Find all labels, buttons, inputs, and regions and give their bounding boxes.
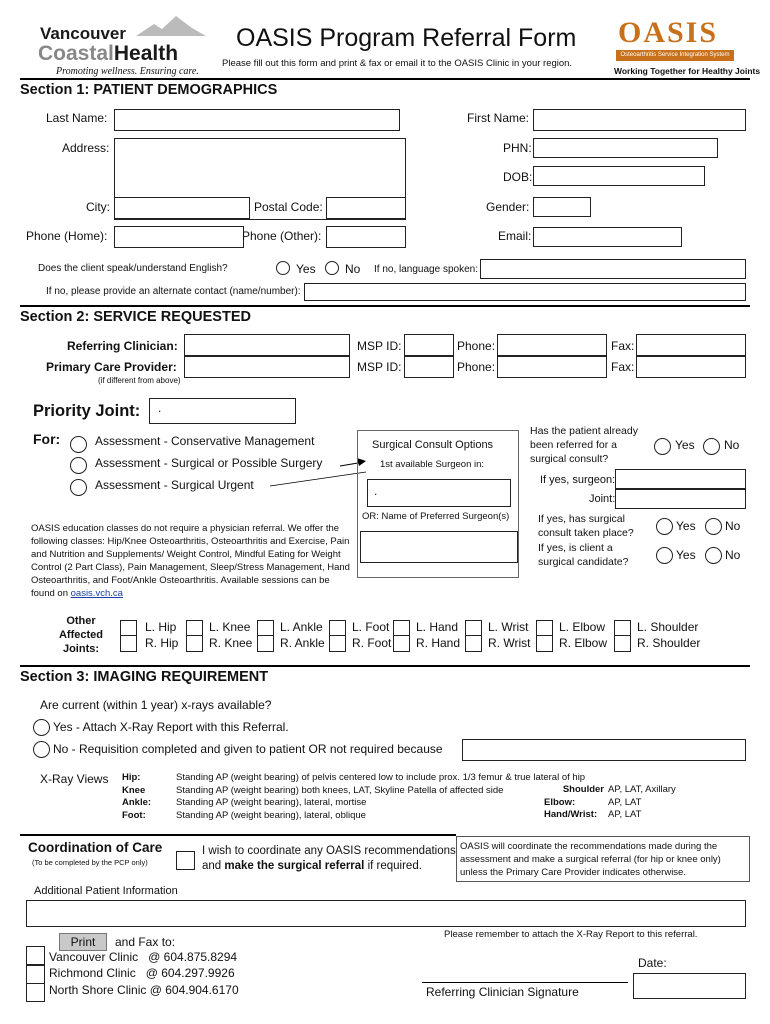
consult-question: If yes, has surgical consult taken place? <box>538 513 634 539</box>
joint-label-r-shoulder: R. Shoulder <box>637 636 701 650</box>
logo-coastal: Coastal <box>38 42 114 65</box>
view-key: Foot: <box>122 809 146 821</box>
consult-yes-label: Yes <box>676 519 696 533</box>
last-name-label: Last Name: <box>46 111 108 125</box>
view-value: Standing AP (weight bearing) both knees, LAT, Skyline Patella of affected side <box>176 784 504 796</box>
additional-input[interactable] <box>26 900 746 927</box>
view-value: Standing AP (weight bearing), lateral, mortise <box>176 797 367 809</box>
language-label: If no, language spoken: <box>374 264 478 275</box>
referring-fax-label: Fax: <box>611 339 635 353</box>
coordination-title: Coordination of Care <box>28 840 163 855</box>
oasis-banner: Osteoarthritis Service Integration System <box>616 50 734 61</box>
view-row <box>122 772 585 785</box>
english-question: Does the client speak/understand English? <box>38 263 228 274</box>
view-key: Ankle: <box>122 797 152 809</box>
for-label: For: <box>33 431 61 447</box>
dob-label: DOB: <box>503 170 533 184</box>
joint-checkbox-r-wrist[interactable] <box>465 635 482 652</box>
referred-yes-label: Yes <box>675 438 695 452</box>
consult-surgeon-value: . <box>374 484 378 498</box>
clinic-label-richmond: Richmond Clinic @ 604.297.9926 <box>49 966 235 980</box>
xray-no-radio[interactable] <box>33 741 50 758</box>
section3-title: Section 3: IMAGING REQUIREMENT <box>20 665 750 689</box>
signature-label: Referring Clinician Signature <box>426 985 579 999</box>
wish-line1: I wish to coordinate any OASIS recommendations <box>202 845 456 857</box>
view-value: Standing AP (weight bearing), lateral, oblique <box>176 809 366 821</box>
view-value: AP, LAT <box>608 809 642 821</box>
xray-views-label: X-Ray Views <box>40 772 109 786</box>
coordination-wish <box>202 844 456 874</box>
coordination-note: (To be completed by the PCP only) <box>32 858 148 867</box>
xray-reason-input[interactable] <box>462 739 746 761</box>
page-title: OASIS Program Referral Form <box>236 24 577 52</box>
view-key: Elbow: <box>544 796 576 808</box>
date-input[interactable] <box>633 973 746 999</box>
referring-phone-label: Phone: <box>457 339 496 353</box>
joint-label-l-knee: L. Knee <box>209 620 251 634</box>
joint-checkbox-r-elbow[interactable] <box>536 635 553 652</box>
view-value: AP, LAT <box>608 796 642 808</box>
view-row <box>122 785 585 798</box>
signature-line <box>422 982 628 983</box>
english-no-label: No <box>345 262 361 276</box>
section1-title: Section 1: PATIENT DEMOGRAPHICS <box>20 78 750 102</box>
date-label: Date: <box>638 956 667 970</box>
joint-label-l-hip: L. Hip <box>145 620 177 634</box>
view-row <box>544 784 676 797</box>
for-option-2-label: Assessment - Surgical or Possible Surgery <box>95 456 323 470</box>
print-button[interactable] <box>59 933 107 951</box>
joint-label-l-shoulder: L. Shoulder <box>637 620 699 634</box>
email-label: Email: <box>498 229 532 243</box>
joint-label-l-ankle: L. Ankle <box>280 620 323 634</box>
oasis-will-panel <box>456 836 750 882</box>
primary-msp-label: MSP ID: <box>357 360 402 374</box>
joint-label-r-hand: R. Hand <box>416 636 461 650</box>
additional-label: Additional Patient Information <box>34 885 178 897</box>
surgeon-label: If yes, surgeon: <box>540 474 616 486</box>
joint-label: Joint: <box>589 493 616 505</box>
joint-label-r-foot: R. Foot <box>352 636 392 650</box>
view-row <box>122 797 585 810</box>
xray-no-label: No - Requisition completed and given to patient OR not required because <box>53 742 443 756</box>
view-row <box>544 797 676 810</box>
for-option-1-label: Assessment - Conservative Management <box>95 434 315 448</box>
oasis-will-text: OASIS will coordinate the recommendations made during the assessment and make a surgical referral (for hip or knee only) unless the Primary Care Provider indicates otherwise. <box>460 841 721 878</box>
joint-label-r-hip: R. Hip <box>145 636 179 650</box>
phone-other-label: Phone (Other): <box>242 229 322 243</box>
education-text: OASIS education classes do not require a physician referral. We offer the following classes: Hip/Knee Osteoarthritis, Osteoarthritis and Exercise, Pain and Nutrition and Supplements/ Weight Control, Mindful Eating for Weight Control (2 Part Class), Pain Management, Sleep/Stress Management, Hand Osteoarthritis, and Foot/Ankle Osteoarthritis. Available sessions can be found on <box>31 523 350 599</box>
referring-msp-label: MSP ID: <box>357 339 402 353</box>
xray-views-table <box>122 772 585 822</box>
referring-label: Referring Clinician: <box>67 339 178 353</box>
print-button-label: Print <box>70 935 96 949</box>
education-link[interactable]: oasis.vch.ca <box>70 588 123 599</box>
referred-question: Has the patient already been referred for a surgical consult? <box>530 425 638 465</box>
joint-checkbox-r-ankle[interactable] <box>257 635 274 652</box>
priority-joint-label: Priority Joint: <box>33 402 141 420</box>
joint-label-r-wrist: R. Wrist <box>488 636 531 650</box>
section2-title: Section 2: SERVICE REQUESTED <box>20 305 750 329</box>
view-row <box>122 810 585 823</box>
joint-checkbox-r-foot[interactable] <box>329 635 346 652</box>
view-value: AP, LAT, Axillary <box>608 784 676 795</box>
primary-label: Primary Care Provider: <box>46 360 177 374</box>
logo-health: Health <box>113 42 179 65</box>
phone-home-label: Phone (Home): <box>26 229 108 243</box>
xray-question: Are current (within 1 year) x-rays available? <box>40 698 272 712</box>
joint-checkbox-r-hip[interactable] <box>120 635 137 652</box>
clinic-checkbox-richmond[interactable] <box>26 965 45 984</box>
joint-checkbox-r-knee[interactable] <box>186 635 203 652</box>
coordination-divider <box>20 834 456 836</box>
joint-label-l-hand: L. Hand <box>416 620 459 634</box>
postal-label: Postal Code: <box>254 200 323 214</box>
candidate-question: If yes, is client a surgical candidate? <box>538 542 629 568</box>
page-subtitle: Please fill out this form and print & fax or email it to the OASIS Clinic in your region. <box>222 58 573 69</box>
fax-to-label: and Fax to: <box>115 935 176 949</box>
joint-label-r-elbow: R. Elbow <box>559 636 608 650</box>
consult-title: Surgical Consult Options <box>372 439 494 451</box>
xray-reminder: Please remember to attach the X-Ray Report to this referral. <box>444 929 698 940</box>
primary-fax-label: Fax: <box>611 360 635 374</box>
if-different-note: (if different from above) <box>98 376 181 385</box>
clinic-label-north-shore: North Shore Clinic @ 604.904.6170 <box>49 983 239 997</box>
view-key: Knee <box>122 784 146 796</box>
or-name-label: OR: Name of Preferred Surgeon(s) <box>362 511 510 522</box>
address-label: Address: <box>62 141 110 155</box>
joint-label-l-foot: L. Foot <box>352 620 390 634</box>
candidate-yes-label: Yes <box>676 548 696 562</box>
logo-line1: Vancouver <box>40 24 126 43</box>
joint-label-r-knee: R. Knee <box>209 636 253 650</box>
clinic-checkbox-vancouver[interactable] <box>26 946 45 965</box>
wish-bold: make the surgical referral <box>224 860 365 872</box>
xray-yes-radio[interactable] <box>33 719 50 736</box>
primary-phone-label: Phone: <box>457 360 496 374</box>
oasis-tagline: Working Together for Healthy Joints <box>614 66 761 76</box>
first-surgeon-label: 1st available Surgeon in: <box>380 459 485 470</box>
joint-checkbox-r-shoulder[interactable] <box>614 635 631 652</box>
alternate-label: If no, please provide an alternate contact (name/number): <box>46 286 301 297</box>
english-yes-label: Yes <box>296 262 316 276</box>
xray-yes-label: Yes - Attach X-Ray Report with this Referral. <box>53 720 289 734</box>
wish-tail: if required. <box>364 860 422 872</box>
clinic-label-vancouver: Vancouver Clinic @ 604.875.8294 <box>49 950 238 964</box>
joint-checkbox-r-hand[interactable] <box>393 635 410 652</box>
phn-label: PHN: <box>503 141 532 155</box>
joint-label-l-elbow: L. Elbow <box>559 620 606 634</box>
priority-joint-value: . <box>158 401 162 415</box>
view-row <box>544 809 676 822</box>
xray-views-right <box>544 784 676 822</box>
view-value: Standing AP (weight bearing) of pelvis centered low to include prox. 1/3 femur & true lateral of hip <box>176 772 586 783</box>
consult-no-label: No <box>725 519 741 533</box>
view-key: Shoulder <box>562 784 604 795</box>
coordination-checkbox[interactable] <box>176 851 195 870</box>
city-label: City: <box>86 200 110 214</box>
joint-label-l-wrist: L. Wrist <box>488 620 529 634</box>
view-key: Hand/Wrist: <box>544 809 598 821</box>
candidate-no-label: No <box>725 548 741 562</box>
joint-label-r-ankle: R. Ankle <box>280 636 325 650</box>
for-option-3-label: Assessment - Surgical Urgent <box>95 478 254 492</box>
referred-no-label: No <box>724 438 740 452</box>
logo-tagline: Promoting wellness. Ensuring care. <box>56 66 199 77</box>
wish-line2 <box>202 859 456 874</box>
clinic-checkbox-north-shore[interactable] <box>26 983 45 1002</box>
oasis-wordmark: OASIS <box>618 16 719 49</box>
gender-label: Gender: <box>486 200 530 214</box>
other-joints-label: Other Affected Joints: <box>58 615 103 655</box>
first-name-label: First Name: <box>467 111 530 125</box>
view-key: Hip: <box>122 772 141 783</box>
wish-and: and <box>202 860 225 872</box>
